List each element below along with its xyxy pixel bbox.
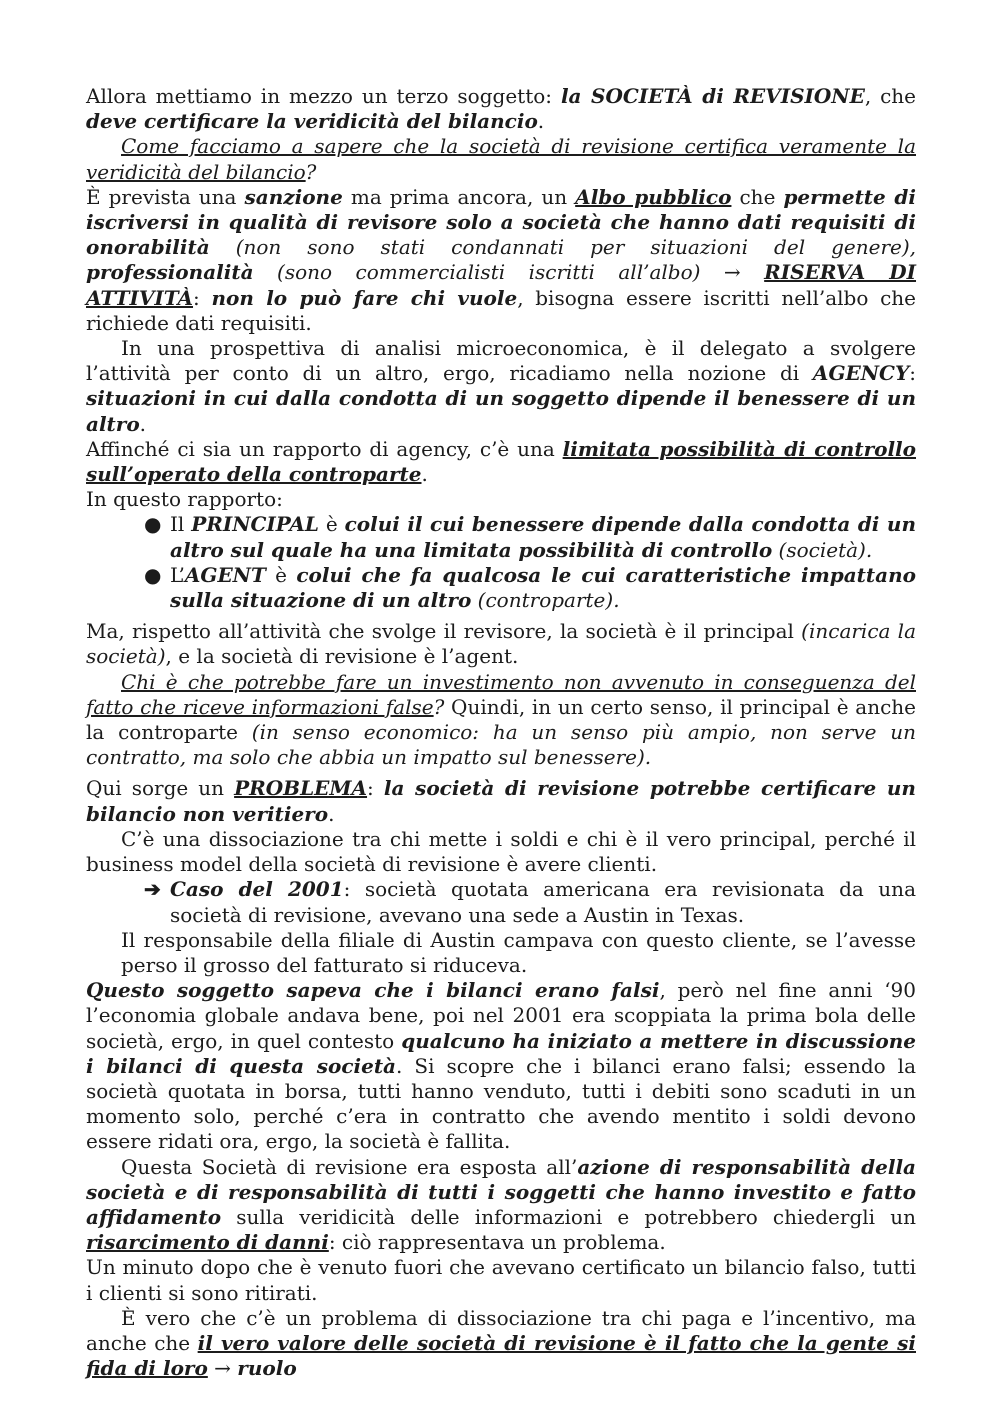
arrow-icon: ➔ (144, 877, 161, 902)
paragraph-albo-pubblico: È prevista una sanzione ma prima ancora, un Albo pubblico che permette di iscriversi in qualità di revisore solo a società che hanno dati requisiti di onorabilità (non sono stati condannati per situazioni del genere), professionalità (sono commercialisti iscritti all’albo) → RISERVA DI ATTIVITÀ: non lo può fare chi vuole, bisogna essere iscritti nell’albo che richiede dati requisiti. (86, 184, 917, 335)
list-item-agent: ● L’AGENT è colui che fa qualcosa le cui caratteristiche impattano sulla situazione di un altro (controparte). (144, 562, 916, 613)
paragraph-investimento: Chi è che potrebbe fare un investimento non avvenuto in conseguenza del fatto che riceve informazioni false? Quindi, in un certo senso, il principal è anche la controparte (in senso economico: ha un senso più ampio, non serve un contratto, ma solo che abbia un impatto sul benessere). (86, 669, 916, 770)
paragraph-agency: In una prospettiva di analisi microeconomica, è il delegato a svolgere l’attività per conto di un altro, ergo, ricadiamo nella nozione di AGENCY: situazioni in cui dalla condotta di un soggetto dipende il benessere di un altro. (86, 336, 916, 436)
paragraph-in-questo-rapporto: In questo rapporto: (86, 487, 283, 512)
list-item-principal: ● Il PRINCIPAL è colui il cui benessere dipende dalla condotta di un altro sul quale ha una limitata possibilità di controllo (società). (144, 512, 916, 562)
bullet-icon: ● (144, 512, 162, 537)
paragraph-principal-agent: Ma, rispetto all’attività che svolge il revisore, la società è il principal (incarica la società), e la società di revisione è l’agent. (86, 619, 916, 669)
paragraph-responsabilita: Questa Società di revisione era esposta all’azione di responsabilità della società e di responsabilità di tutti i soggetti che hanno investito e fatto affidamento sulla veridicità delle informazioni e potrebbero chiedergli un risarcimento di danni: ciò rappresentava un problema. (86, 1154, 917, 1255)
paragraph-societa-revisione: Allora mettiamo in mezzo un terzo soggetto: la SOCIETÀ di REVISIONE, che deve certificare la veridicità del bilancio. (86, 84, 917, 134)
paragraph-dissociazione: C’è una dissociazione tra chi mette i soldi e chi è il vero principal, perché il business model della società di revisione è avere clienti. (86, 826, 916, 877)
paragraph-clienti-ritirati: Un minuto dopo che è venuto fuori che avevano certificato un bilancio falso, tutti i clienti si sono ritirati. (86, 1255, 916, 1305)
paragraph-limited-control: Affinché ci sia un rapporto di agency, c’è una limitata possibilità di controllo sull’operato della controparte. (86, 436, 916, 487)
document-page (86, 84, 916, 1381)
bullet-icon: ● (144, 562, 162, 587)
paragraph-valore-fiducia: È vero che c’è un problema di dissociazione tra chi paga e l’incentivo, ma anche che il vero valore delle società di revisione è il fatto che la gente si fida di loro → ruolo (86, 1305, 916, 1381)
paragraph-question-certification: Come facciamo a sapere che la società di revisione certifica veramente la veridicità del bilancio? (86, 134, 916, 184)
paragraph-bilanci-falsi: Questo soggetto sapeva che i bilanci erano falsi, però nel fine anni ‘90 l’economia globale andava bene, poi nel 2001 era scoppiata la prima bola delle società, ergo, in quel contesto qualcuno ha iniziato a mettere in discussione i bilanci di questa società. Si scopre che i bilanci erano falsi; essendo la società quotata in borsa, tutti hanno venduto, tutti i debiti sono scaduti in un momento solo, perché c’era in contratto che avendo mentito i soldi devono essere ridati ora, ergo, la società è fallita. (86, 978, 916, 1154)
paragraph-problema: Qui sorge un PROBLEMA: la società di revisione potrebbe certificare un bilancio non veritiero. (86, 776, 916, 826)
list-item-caso-2001: ➔ Caso del 2001: società quotata americana era revisionata da una società di revisione, avevano una sede a Austin in Texas. (144, 877, 916, 927)
paragraph-responsabile-filiale: Il responsabile della filiale di Austin campava con questo cliente, se l’avesse perso il grosso del fatturato si riduceva. (121, 927, 916, 977)
